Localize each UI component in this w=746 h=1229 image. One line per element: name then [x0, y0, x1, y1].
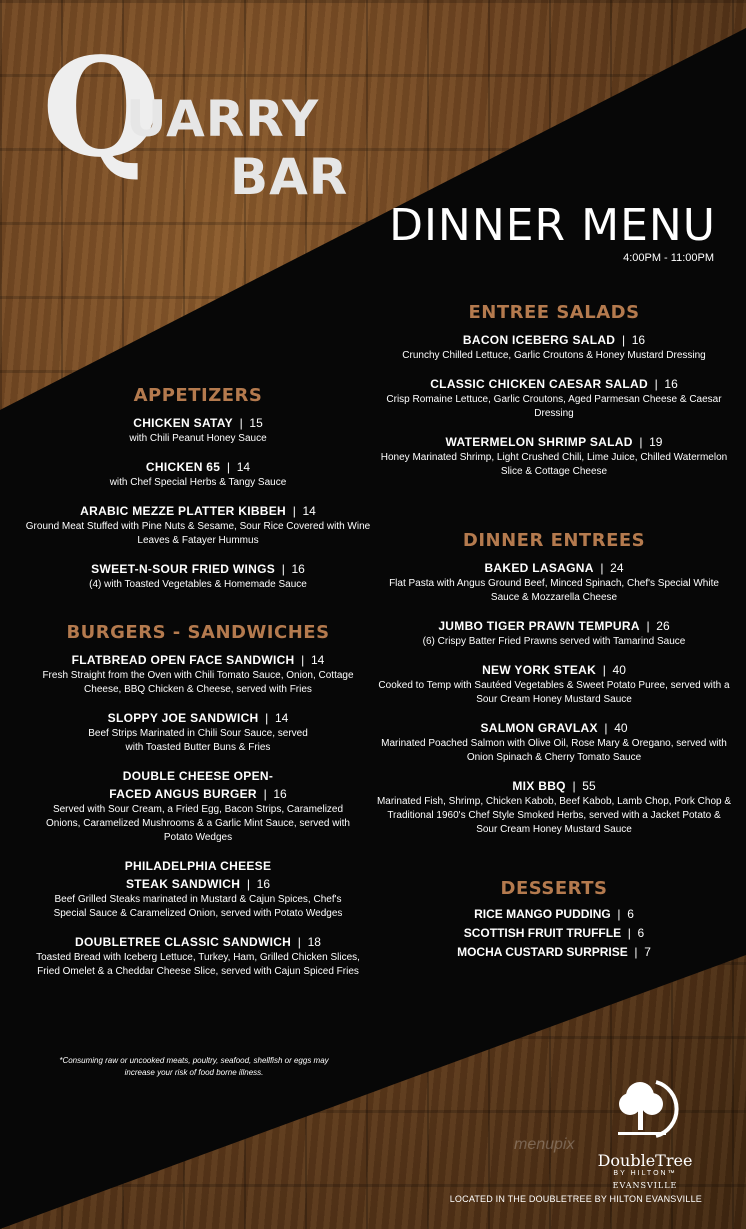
logo-q: Q [42, 28, 161, 188]
item-name: DOUBLE CHEESE OPEN-FACED ANGUS BURGER [109, 769, 274, 801]
menu-item: PHILADELPHIA CHEESE STEAK SANDWICH | 16 Beef Grilled Steaks marinated in Mustard & Cajun Spices, Chef's Special Sauce & Caramelized Onion, served with Potato Wedges [18, 857, 378, 921]
item-name: SWEET-N-SOUR FRIED WINGS [91, 562, 276, 576]
logo-bar: BAR [230, 148, 349, 206]
menu-item: MOCHA CUSTARD SURPRISE | 7 [457, 945, 651, 959]
item-name: JUMBO TIGER PRAWN TEMPURA [438, 619, 640, 633]
item-price: 14 [310, 653, 325, 667]
entree-salads-section [376, 302, 732, 491]
quarry-bar-logo [42, 28, 349, 210]
item-price: 16 [256, 877, 270, 891]
food-safety-disclaimer: *Consuming raw or uncooked meats, poultry, seafood, shellfish or eggs may increase your risk of food borne illness. [59, 1056, 329, 1077]
menu-item: MIX BBQ | 55 Marinated Fish, Shrimp, Chicken Kabob, Beef Kabob, Lamb Chop, Pork Chop & Traditional 1960's Chef Style Smoked Herbs, served with a Jacket Potato & Sour Cream Honey Mustard Sauce [376, 779, 732, 835]
menu-item: CHICKEN 65 | 14 with Chef Special Herbs & Tangy Sauce [18, 458, 378, 490]
item-price: 55 [582, 779, 596, 793]
item-price: 7 [644, 945, 651, 959]
item-name: SCOTTISH FRUIT TRUFFLE [463, 926, 622, 940]
item-desc: Marinated Poached Salmon with Olive Oil, Rose Mary & Oregano, served with Onion Spinach & Cherry Tomato Sauce [381, 738, 727, 763]
item-name: SALMON GRAVLAX [480, 721, 598, 735]
burgers-sandwiches-section [18, 622, 378, 991]
page-title: DINNER MENU [389, 200, 716, 251]
watermark: menupix [514, 1136, 575, 1153]
menu-item: JUMBO TIGER PRAWN TEMPURA | 26 (6) Crispy Batter Fried Prawns served with Tamarind Sauce [376, 617, 732, 649]
doubletree-tree-icon [610, 1074, 680, 1144]
menu-item: CHICKEN SATAY | 15 with Chili Peanut Honey Sauce [18, 414, 378, 446]
appetizers-section [18, 385, 378, 604]
menu-item: SALMON GRAVLAX | 40 Marinated Poached Salmon with Olive Oil, Rose Mary & Oregano, served with Onion Spinach & Cherry Tomato Sauce [376, 719, 732, 765]
item-desc: Served with Sour Cream, a Fried Egg, Bacon Strips, Caramelized Onions, Caramelized Mushrooms & a Garlic Mint Sauce, served with Potato Wedges [45, 804, 350, 843]
item-price: 15 [249, 416, 263, 430]
logo-uarry: UARRY [126, 90, 320, 148]
item-name: RICE MANGO PUDDING [474, 907, 611, 921]
item-desc: with Chili Peanut Honey Sauce [129, 433, 267, 444]
item-desc: Marinated Fish, Shrimp, Chicken Kabob, Beef Kabob, Lamb Chop, Pork Chop & Traditional 1960's Chef Style Smoked Herbs, served with a Jacket Potato & Sour Cream Honey Mustard Sauce [376, 796, 732, 835]
item-price: 16 [664, 377, 678, 391]
item-desc: with Chef Special Herbs & Tangy Sauce [109, 477, 287, 488]
section-heading: DINNER ENTREES [462, 530, 646, 551]
menu-item: ARABIC MEZZE PLATTER KIBBEH | 14 Ground Meat Stuffed with Pine Nuts & Sesame, Sour Rice Covered with Wine Leaves & Fatayer Hummus [18, 502, 378, 548]
menu-item: SCOTTISH FRUIT TRUFFLE | 6 [463, 926, 645, 940]
item-name: ARABIC MEZZE PLATTER KIBBEH [80, 504, 287, 518]
item-price: 6 [637, 926, 645, 940]
menu-item: FLATBREAD OPEN FACE SANDWICH | 14 Fresh Straight from the Oven with Chili Tomato Sauce, Onion, Cottage Cheese, BBQ Chicken & Cheese, served with Fries [18, 651, 378, 697]
item-price: 19 [649, 435, 663, 449]
item-name: MOCHA CUSTARD SURPRISE [457, 945, 628, 959]
item-price: 16 [291, 562, 305, 576]
item-desc: Crisp Romaine Lettuce, Garlic Croutons, Aged Parmesan Cheese & Caesar Dressing [386, 394, 722, 419]
item-desc: Fresh Straight from the Oven with Chili Tomato Sauce, Onion, Cottage Cheese, BBQ Chicken & Cheese, served with Fries [42, 670, 354, 695]
dinner-entrees-section [376, 530, 732, 849]
item-price: 14 [274, 711, 289, 725]
item-price: 6 [627, 907, 634, 921]
item-name: DOUBLETREE CLASSIC SANDWICH [75, 935, 292, 949]
item-desc: (6) Crispy Batter Fried Prawns served with Tamarind Sauce [422, 636, 686, 647]
menu-item: SLOPPY JOE SANDWICH | 14 Beef Strips Marinated in Chili Sour Sauce, served with Toasted Butter Buns & Fries [18, 709, 378, 755]
item-name: PHILADELPHIA CHEESE STEAK SANDWICH [124, 859, 272, 891]
section-heading: BURGERS - SANDWICHES [66, 622, 330, 643]
menu-item: RICE MANGO PUDDING | 6 [474, 907, 634, 921]
item-desc: Beef Grilled Steaks marinated in Mustard & Cajun Spices, Chef's Special Sauce & Caramelized Onion, served with Potato Wedges [53, 894, 343, 919]
item-name: WATERMELON SHRIMP SALAD [445, 435, 633, 449]
section-heading: DESSERTS [500, 878, 608, 899]
item-desc: Flat Pasta with Angus Ground Beef, Minced Spinach, Chef's Special White Sauce & Mozzarella Cheese [389, 578, 719, 603]
item-name: BACON ICEBERG SALAD [462, 333, 616, 347]
hotel-sub: BY HILTON™ [613, 1170, 677, 1177]
menu-item: SWEET-N-SOUR FRIED WINGS | 16 (4) with Toasted Vegetables & Homemade Sauce [18, 560, 378, 592]
item-price: 14 [302, 504, 316, 518]
item-name: CHICKEN SATAY [133, 416, 233, 430]
item-name: FLATBREAD OPEN FACE SANDWICH [71, 653, 295, 667]
menu-item: CLASSIC CHICKEN CAESAR SALAD | 16 Crisp Romaine Lettuce, Garlic Croutons, Aged Parmesan Cheese & Caesar Dressing [376, 375, 732, 421]
hotel-name: DoubleTree [597, 1151, 693, 1170]
section-heading: ENTREE SALADS [468, 302, 640, 323]
hotel-city: EVANSVILLE [612, 1181, 678, 1190]
item-desc: Ground Meat Stuffed with Pine Nuts & Sesame, Sour Rice Covered with Wine Leaves & Fatayer Hummus [25, 521, 371, 546]
desserts-section [376, 878, 732, 964]
item-desc: Honey Marinated Shrimp, Light Crushed Chili, Lime Juice, Chilled Watermelon Slice & Cottage Cheese [380, 452, 728, 477]
item-name: NEW YORK STEAK [482, 663, 597, 677]
item-name: BAKED LASAGNA [484, 561, 594, 575]
item-name: SLOPPY JOE SANDWICH [107, 711, 259, 725]
item-desc: Beef Strips Marinated in Chili Sour Sauce, served with Toasted Butter Buns & Fries [88, 728, 308, 753]
item-price: 40 [612, 663, 626, 677]
item-price: 16 [273, 787, 287, 801]
menu-item: BAKED LASAGNA | 24 Flat Pasta with Angus Ground Beef, Minced Spinach, Chef's Special White Sauce & Mozzarella Cheese [376, 559, 732, 605]
item-name: CHICKEN 65 [145, 460, 221, 474]
menu-item: DOUBLE CHEESE OPEN-FACED ANGUS BURGER | 16 Served with Sour Cream, a Fried Egg, Bacon Strips, Caramelized Onions, Caramelized Mushrooms & a Garlic Mint Sauce, served with Potato Wedges [18, 767, 378, 845]
location-footer: LOCATED IN THE DOUBLETREE BY HILTON EVANSVILLE [449, 1194, 702, 1204]
item-desc: (4) with Toasted Vegetables & Homemade Sauce [89, 579, 307, 590]
hours: 4:00PM - 11:00PM [623, 252, 714, 264]
menu-item: DOUBLETREE CLASSIC SANDWICH | 18 Toasted Bread with Iceberg Lettuce, Turkey, Ham, Grilled Chicken Slices, Fried Omelet & a Cheddar Cheese Slice, served with Cajun Spiced Fries [18, 933, 378, 979]
item-price: 24 [610, 561, 624, 575]
item-desc: Cooked to Temp with Sautéed Vegetables & Sweet Potato Puree, served with a Sour Cream Honey Mustard Sauce [378, 680, 730, 705]
section-heading: APPETIZERS [133, 385, 263, 406]
item-price: 16 [631, 333, 646, 347]
menu-item: WATERMELON SHRIMP SALAD | 19 Honey Marinated Shrimp, Light Crushed Chili, Lime Juice, Chilled Watermelon Slice & Cottage Cheese [376, 433, 732, 479]
menu-item: BACON ICEBERG SALAD | 16 Crunchy Chilled Lettuce, Garlic Croutons & Honey Mustard Dressing [376, 331, 732, 363]
item-desc: Toasted Bread with Iceberg Lettuce, Turkey, Ham, Grilled Chicken Slices, Fried Omelet & a Cheddar Cheese Slice, served with Cajun Spiced Fries [36, 952, 360, 977]
item-name: CLASSIC CHICKEN CAESAR SALAD [430, 377, 648, 391]
item-price: 14 [236, 460, 251, 474]
doubletree-logo [580, 1074, 710, 1190]
item-desc: Crunchy Chilled Lettuce, Garlic Croutons & Honey Mustard Dressing [402, 350, 706, 361]
item-price: 40 [614, 721, 628, 735]
menu-item: NEW YORK STEAK | 40 Cooked to Temp with Sautéed Vegetables & Sweet Potato Puree, served with a Sour Cream Honey Mustard Sauce [376, 661, 732, 707]
item-name: MIX BBQ [512, 779, 566, 793]
item-price: 26 [656, 619, 670, 633]
item-price: 18 [307, 935, 321, 949]
